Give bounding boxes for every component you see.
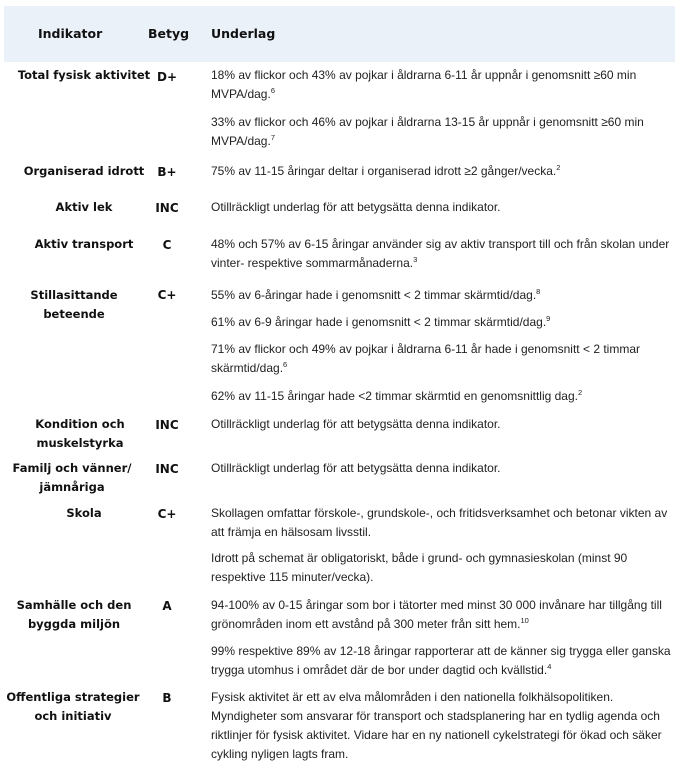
evidence-paragraph: 94-100% av 0-15 åringar som bor i tätorter med minst 30 000 invånare har tillgång till grönområden inom ett avstånd på 300 meter från sitt hem.$^{10}$ xyxy=(211,598,662,631)
reference-number: 9 xyxy=(546,314,551,323)
grade-cell: INC xyxy=(155,418,179,432)
indicator-cell: Aktiv transport xyxy=(34,237,134,251)
grade-cell: D+ xyxy=(156,70,177,84)
evidence-paragraph: 48% och 57% av 6-15 åringar använder sig av aktiv transport till och från skolan under vinter- respektive sommarmånaderna.$^3$ xyxy=(211,237,670,270)
evidence-paragraph: 33% av flickor och 46% av pojkar i åldrarna 13-15 år uppnår i genomsnitt ≥60 min MVPA/dag.$^7$ xyxy=(211,115,644,148)
evidence-paragraph: Fysisk aktivitet är ett av elva målområden i den nationella folkhälsopolitiken. Myndigheter som ansvarar för transport och stadsplanering har en tydlig agenda och riktlinjer för fysisk aktivitet. Vidare har en ny nationell cykelstrategi för ökad och säker cykling nyligen lagts fram. xyxy=(211,690,662,761)
grade-cell: INC xyxy=(155,462,179,476)
reference-number: 7 xyxy=(270,133,275,142)
indicator-cell: Kondition och muskelstyrka xyxy=(35,417,125,450)
indicator-cell: Stillasittande beteende xyxy=(30,288,118,321)
header-underlag: Underlag xyxy=(211,26,276,41)
table-header xyxy=(4,6,675,62)
evidence-paragraph: 61% av 6-9 åringar hade i genomsnitt < 2 timmar skärmtid/dag.$^9$ xyxy=(211,314,551,329)
indicator-cell: Offentliga strategier och initiativ xyxy=(6,690,140,723)
evidence-paragraph: 75% av 11-15 åringar deltar i organiserad idrott ≥2 gånger/vecka.$^2$ xyxy=(211,163,561,178)
grade-cell: C xyxy=(162,238,172,252)
evidence-paragraph: Skollagen omfattar förskole-, grundskole-, och fritidsverksamhet och betonar vikten av att främja en hälsosam livsstil. xyxy=(211,506,668,539)
grade-cell: B+ xyxy=(157,165,177,179)
grade-cell: C+ xyxy=(157,507,177,521)
evidence-paragraph: 55% av 6-åringar hade i genomsnitt < 2 timmar skärmtid/dag.$^8$ xyxy=(211,287,541,302)
evidence-paragraph: 18% av flickor och 43% av pojkar i åldrarna 6-11 år uppnår i genomsnitt ≥60 min MVPA/dag.$^6$ xyxy=(211,68,637,101)
indicator-cell: Familj och vänner/ jämnåriga xyxy=(12,461,132,494)
reference-number: 2 xyxy=(556,163,561,172)
reference-number: 10 xyxy=(520,616,529,625)
evidence-paragraph: 62% av 11-15 åringar hade <2 timmar skärmtid en genomsnittlig dag.$^2$ xyxy=(211,388,583,403)
evidence-paragraph: Otillräckligt underlag för att betygsätta denna indikator. xyxy=(211,461,501,475)
evidence-paragraph: Otillräckligt underlag för att betygsätta denna indikator. xyxy=(211,417,501,431)
header-indikator: Indikator xyxy=(38,26,103,41)
evidence-paragraph: 99% respektive 89% av 12-18 åringar rapporterar att de känner sig trygga eller ganska trygga utomhus i området där de bor under dagtid och kvällstid.$^4$ xyxy=(211,644,671,677)
indicator-cell: Aktiv lek xyxy=(55,200,113,214)
reference-number: 6 xyxy=(283,360,288,369)
reference-number: 3 xyxy=(413,255,418,264)
grade-cell: A xyxy=(162,599,172,613)
indicator-cell: Organiserad idrott xyxy=(23,164,145,178)
reference-number: 8 xyxy=(536,287,541,296)
grade-cell: C+ xyxy=(157,288,177,302)
grade-cell: INC xyxy=(155,201,179,215)
indicator-cell: Total fysisk aktivitet xyxy=(17,68,151,82)
evidence-paragraph: Idrott på schemat är obligatoriskt, både i grund- och gymnasieskolan (minst 90 respektive 115 minuter/vecka). xyxy=(211,551,628,584)
reference-number: 2 xyxy=(577,388,583,397)
reference-number: 6 xyxy=(270,86,275,95)
evidence-paragraph: 71% av flickor och 49% av pojkar i åldrarna 6-11 år hade i genomsnitt < 2 timmar skärmtid/dag.$^6$ xyxy=(211,342,640,375)
evidence-paragraph: Otillräckligt underlag för att betygsätta denna indikator. xyxy=(211,200,501,214)
reference-number: 4 xyxy=(547,662,552,671)
indicator-cell: Skola xyxy=(66,506,102,520)
grade-cell: B xyxy=(162,691,172,705)
indicator-cell: Samhälle och den byggda miljön xyxy=(16,598,132,631)
header-betyg: Betyg xyxy=(148,26,190,41)
